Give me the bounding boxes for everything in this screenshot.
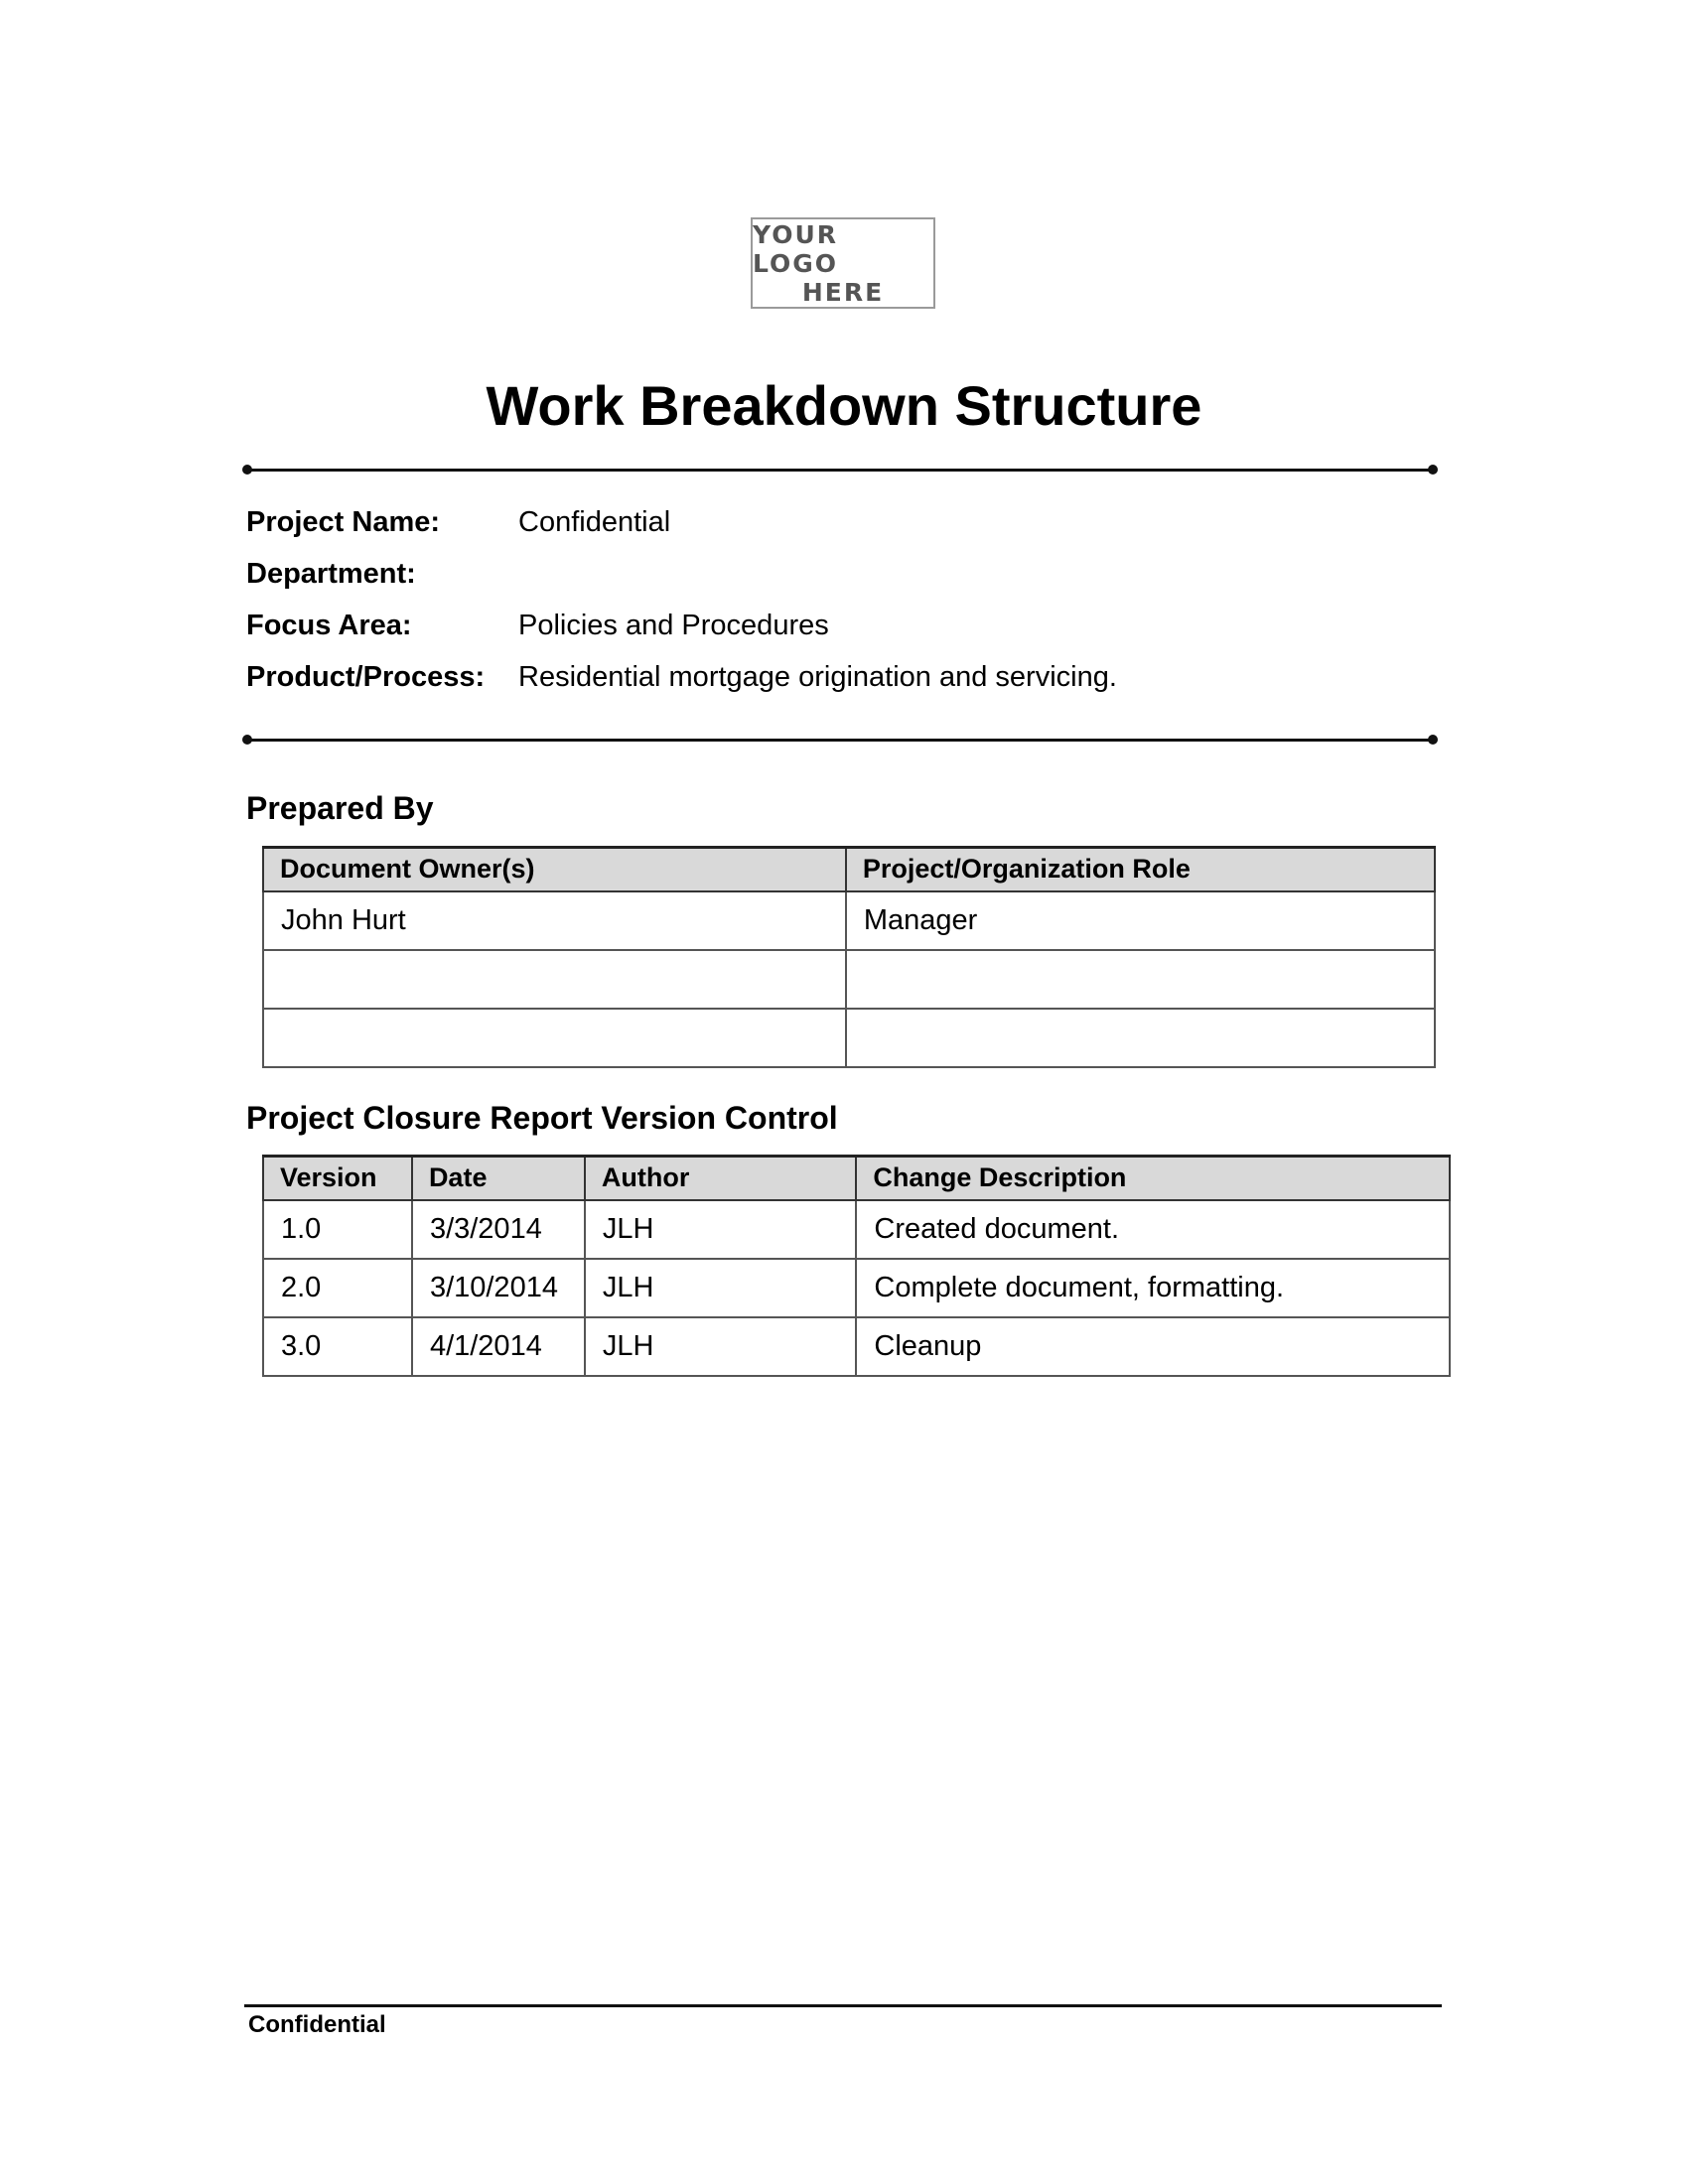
document-title: Work Breakdown Structure <box>486 374 1202 437</box>
logo-line-1: YOUR LOGO <box>753 219 839 278</box>
table-cell[interactable]: Cleanup <box>856 1317 1450 1376</box>
prepared-by-heading: Prepared By <box>246 790 434 826</box>
info-row-department <box>246 548 1117 600</box>
table-cell[interactable] <box>846 1009 1435 1067</box>
version-control-heading: Project Closure Report Version Control <box>246 1100 838 1136</box>
info-value: Policies and Procedures <box>518 609 829 641</box>
logo-line-2: HERE <box>801 277 885 307</box>
column-header: Project/Organization Role <box>846 848 1435 891</box>
table-row <box>263 891 1435 950</box>
info-row-project-name <box>246 496 1117 548</box>
table-cell[interactable]: JLH <box>585 1200 856 1259</box>
column-header: Date <box>412 1157 585 1200</box>
logo-placeholder <box>751 217 935 309</box>
table-row <box>263 1259 1450 1317</box>
table-cell[interactable]: 3/3/2014 <box>412 1200 585 1259</box>
footer-text: Confidential <box>248 2011 386 2038</box>
column-header: Document Owner(s) <box>263 848 846 891</box>
table-row <box>263 950 1435 1009</box>
bottom-divider <box>246 739 1434 742</box>
table-cell[interactable]: JLH <box>585 1259 856 1317</box>
column-header: Version <box>263 1157 412 1200</box>
table-cell[interactable]: 3.0 <box>263 1317 412 1376</box>
table-cell[interactable]: JLH <box>585 1317 856 1376</box>
table-row <box>263 1009 1435 1067</box>
table-header-row <box>263 1157 1450 1200</box>
top-divider <box>246 469 1434 472</box>
info-label: Project Name: <box>246 505 441 538</box>
table-header-row <box>263 848 1435 891</box>
table-cell[interactable]: 1.0 <box>263 1200 412 1259</box>
table-cell[interactable]: 2.0 <box>263 1259 412 1317</box>
table-cell[interactable] <box>846 950 1435 1009</box>
table-row <box>263 1317 1450 1376</box>
table-cell[interactable]: Created document. <box>856 1200 1450 1259</box>
info-label: Product/Process: <box>246 660 486 693</box>
table-cell[interactable] <box>263 950 846 1009</box>
version-control-table <box>262 1155 1451 1377</box>
table-cell[interactable] <box>263 1009 846 1067</box>
info-value: Residential mortgage origination and servicing. <box>518 660 1117 693</box>
table-cell[interactable]: 4/1/2014 <box>412 1317 585 1376</box>
info-row-product-process <box>246 651 1117 703</box>
project-info <box>246 496 1117 703</box>
table-cell[interactable]: John Hurt <box>263 891 846 950</box>
info-label: Department: <box>246 557 416 590</box>
table-cell[interactable]: Complete document, formatting. <box>856 1259 1450 1317</box>
info-label: Focus Area: <box>246 609 412 641</box>
column-header: Change Description <box>856 1157 1450 1200</box>
table-cell[interactable]: 3/10/2014 <box>412 1259 585 1317</box>
info-value: Confidential <box>518 505 671 538</box>
table-row <box>263 1200 1450 1259</box>
column-header: Author <box>585 1157 856 1200</box>
table-cell[interactable]: Manager <box>846 891 1435 950</box>
prepared-by-table <box>262 846 1436 1068</box>
footer-rule <box>244 2004 1442 2007</box>
info-row-focus-area <box>246 600 1117 651</box>
